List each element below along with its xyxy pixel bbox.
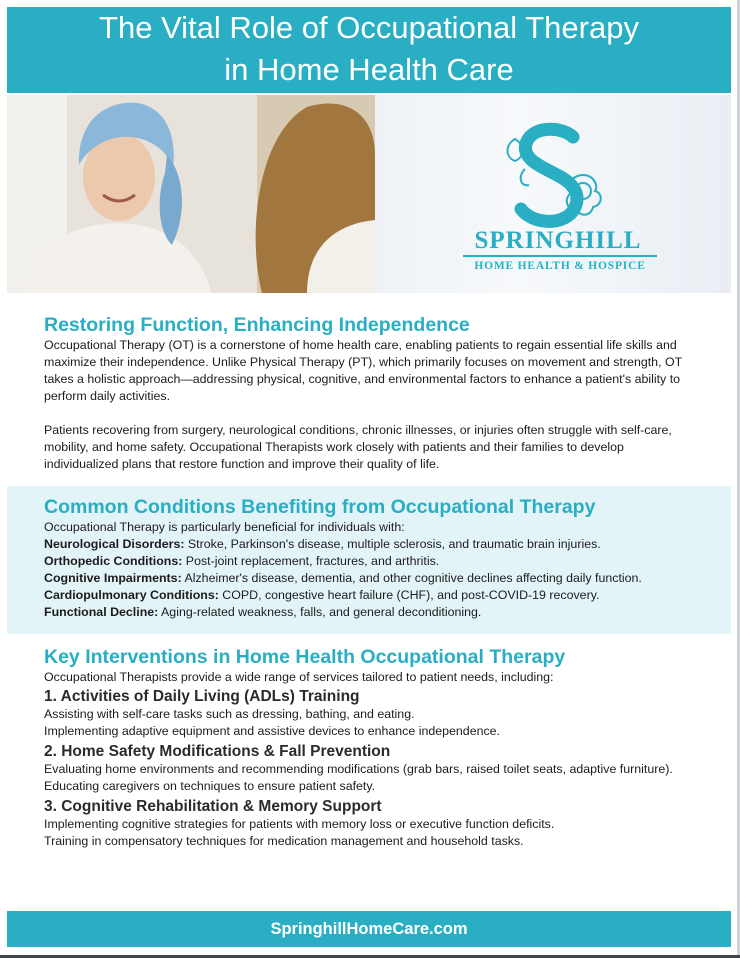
brand-name: SPRINGHILL [474, 227, 642, 254]
intervention-line: Assisting with self-care tasks such as dressing, bathing, and eating. [44, 707, 415, 721]
condition-text: Alzheimer's disease, dementia, and other cognitive declines affecting daily function. [181, 571, 642, 585]
intervention-line: Training in compensatory techniques for medication management and household tasks. [44, 834, 524, 848]
brand-tagline: HOME HEALTH & HOSPICE [474, 260, 646, 272]
condition-label: Cardiopulmonary Conditions: [44, 588, 219, 602]
brand-panel [375, 95, 731, 293]
section-common-conditions [7, 486, 731, 634]
intervention-title: 3. Cognitive Rehabilitation & Memory Support [44, 798, 382, 815]
paragraph: Occupational Therapy (OT) is a cornerstone of home health care, enabling patients to regain essential life skills and maximize their independence. Unlike Physical Therapy (PT), which primarily focuses on movement and strength, OT takes a holistic approach—addressing physical, cognitive, and environmental factors to enhance a patient's ability to perform daily activities. [44, 338, 682, 403]
section-title: Restoring Function, Enhancing Independence [44, 314, 470, 336]
condition-label: Functional Decline: [44, 605, 159, 619]
condition-label: Neurological Disorders: [44, 537, 185, 551]
intervention-title: 1. Activities of Daily Living (ADLs) Training [44, 688, 360, 705]
section-title: Common Conditions Benefiting from Occupational Therapy [44, 496, 596, 518]
section-intro: Occupational Therapy is particularly beneficial for individuals with: [44, 520, 405, 534]
condition-item [7, 570, 731, 587]
condition-item [7, 553, 731, 570]
condition-label: Cognitive Impairments: [44, 571, 182, 585]
condition-text: Stroke, Parkinson's disease, multiple sclerosis, and traumatic brain injuries. [184, 537, 601, 551]
paragraph: Patients recovering from surgery, neurological conditions, chronic illnesses, or injuries often struggle with self-care, mobility, and home safety. Occupational Therapists work closely with patients and their families to develop individualized plans that restore function and improve their quality of life. [44, 423, 672, 471]
condition-text: Post-joint replacement, fractures, and arthritis. [182, 554, 440, 568]
intervention-line: Educating caregivers on techniques to ensure patient safety. [44, 779, 376, 793]
intervention-title: 2. Home Safety Modifications & Fall Prevention [44, 743, 391, 760]
springhill-logo-icon [495, 119, 615, 229]
section-title: Key Interventions in Home Health Occupational Therapy [44, 646, 566, 668]
caregiver-patient-photo [7, 95, 375, 293]
website-link[interactable]: SpringhillHomeCare.com [270, 920, 468, 938]
section-intro: Occupational Therapists provide a wide range of services tailored to patient needs, including: [44, 670, 554, 684]
brand-divider [463, 255, 657, 257]
condition-item [7, 536, 731, 553]
title-line-2: in Home Health Care [224, 52, 514, 87]
footer-banner [7, 911, 731, 947]
condition-label: Orthopedic Conditions: [44, 554, 183, 568]
title-line-1: The Vital Role of Occupational Therapy [99, 10, 639, 45]
condition-item [7, 587, 731, 604]
condition-item [7, 604, 731, 621]
intervention-line: Implementing adaptive equipment and assistive devices to enhance independence. [44, 724, 501, 738]
hero-banner [7, 95, 731, 293]
condition-text: COPD, congestive heart failure (CHF), and post-COVID-19 recovery. [218, 588, 600, 602]
intervention-line: Evaluating home environments and recommending modifications (grab bars, raised toilet seats, adaptive furniture). [44, 762, 673, 776]
condition-text: Aging-related weakness, falls, and general deconditioning. [158, 605, 482, 619]
section-restoring-function [7, 313, 731, 473]
section-key-interventions [7, 645, 731, 850]
intervention-line: Implementing cognitive strategies for patients with memory loss or executive function deficits. [44, 817, 555, 831]
title-banner [7, 7, 731, 93]
